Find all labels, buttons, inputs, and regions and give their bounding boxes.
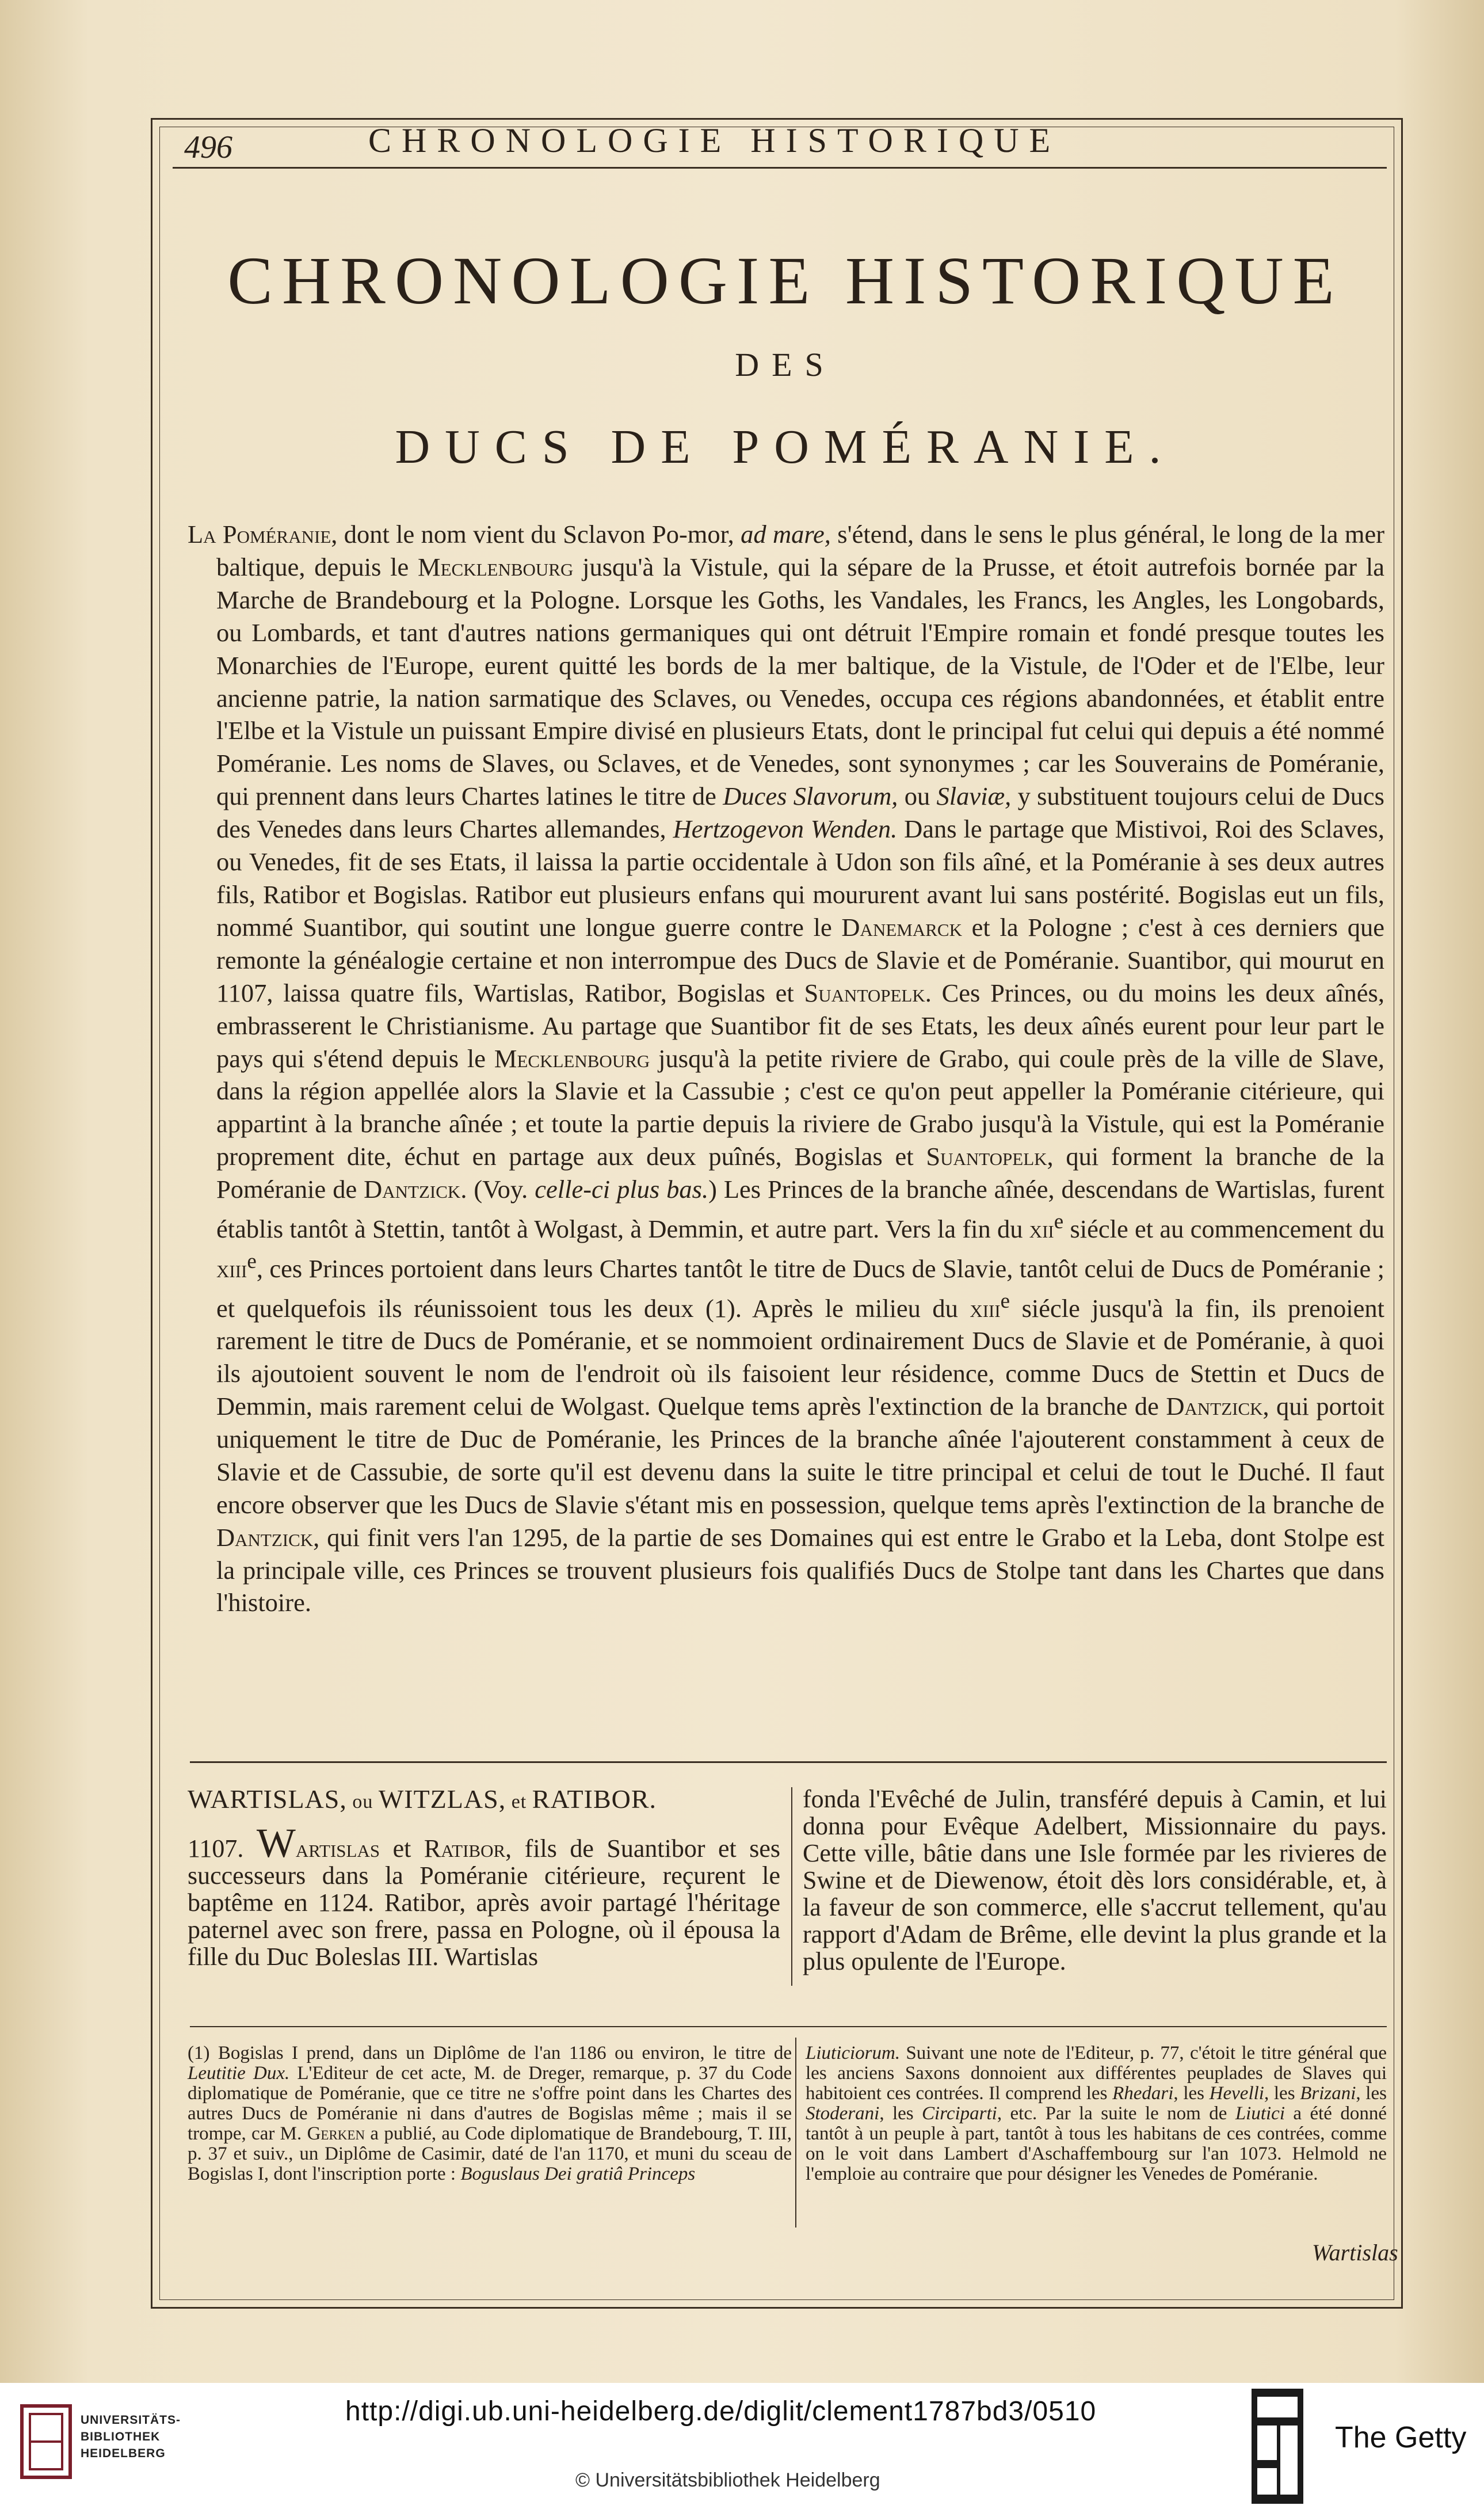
main-title: CHRONOLOGIE HISTORIQUE [227,243,1344,318]
text-run: , ces Princes portoient dans leurs Chartes tantôt le titre de Ducs de Slavie, tantôt celui de Ducs de Poméranie ; et quelquefois ils réunissoient tous les deux (1). Après le milieu du [216,1254,1384,1323]
footnote-divider [795,2038,796,2228]
text-run: ) Les Princes de la branche aînée, descendans de Wartislas, furent établis tantôt à Stettin, tantôt à Wolgast, à Demmin, et autre part. Vers la fin du [216,1175,1384,1243]
running-head [173,115,1375,167]
italic-run: Rhedari [1112,2083,1174,2104]
italic-run: Circiparti [922,2103,997,2124]
text-run: , qui portoit uniquement le titre de Duc de Poméranie, les Princes de la branche aînée l'ajouterent constamment à ceux de Slavie et de Cassubie, de sorte qu'il est devenu dans la suite le titre principal et celui de tout le Duché. Il faut encore observer que les Ducs de Slavie s'étant mis en possession, quelque tems après l'extinction de la branche de [216,1392,1384,1519]
viewer-footer [0,2383,1484,2513]
logo-line: UNIVERSITÄTS- [81,2413,181,2427]
section-left-column [188,1785,780,1970]
logo-text [81,2412,181,2462]
text-run: Suivant une note de l'Editeur, p. 77, c'étoit le titre général que les anciens Saxons donnoient aux différentes peuplades de Slaves qui habitoient ces contrées. Il comprend les [806,2043,1387,2104]
section-right-column: fonda l'Evêché de Julin, transféré depuis à Camin, et lui donna pour Evêque Adelbert, Missionnaire du pays. Cette ville, bâtie dans une Isle formée par les rivieres de Swine et de Diewenow, étoit dès lors considérable, et, à la faveur de son commerce, elle s'accrut tellement, qu'au rapport d'Adam de Brême, elle devint la plus grande et la plus opulente de l'Europe. [803,1785,1387,1975]
text-run: , dont le nom vient du Sclavon Po-mor, [331,520,741,549]
running-title: CHRONOLOGIE HISTORIQUE [368,121,1061,159]
smallcaps-run: Suantopelk [926,1142,1047,1171]
page-number: 496 [184,130,232,165]
century-numeral: xiii [216,1254,247,1283]
university-library-logo[interactable] [17,2401,190,2482]
text-run: , les [1264,2083,1300,2104]
text-run: jusqu'à la Vistule, qui la sépare de la Prusse, et étoit autrefois bornée par la Marche de Brandebourg et la Pologne. Lorsque les Goths, les Vandales, les Francs, les Angles, les Longobards, ou Lombards, et tant d'autres nations germaniques qui ont détruit l'Empire romain et fondé presque toutes les Monarchies de l'Europe, eurent quitté les bords de la mer baltique, de la Vistule, de l'Oder et de l'Elbe, leur ancienne patrie, la nation sarmatique des Sclaves, ou Venedes, occupa ces régions abandonnées, et établit entre l'Elbe et la Vistule un puissant Empire divisé en plusieurs Etats, dont le principal fut celui qui depuis a été nommé Poméranie. Les noms de Slaves, ou Sclaves, et de Venedes, sont synonymes ; car les Souverains de Poméranie, qui prennent dans leurs Chartes latines le titre de [216,552,1384,811]
seal-icon [17,2401,75,2482]
heading-part: et [506,1791,532,1813]
text-run: , qui forment la branche de la Poméranie de [216,1142,1384,1204]
smallcaps-run: Dantzick [364,1175,461,1204]
text-run: a publié, au Code diplomatique de Brandebourg, T. III, p. 37 et suiv., un Diplôme de Casimir, daté de l'an 1170, et muni du sceau de Bogislas I, dont l'inscription porte : [188,2123,792,2184]
getty-label[interactable]: The Getty [1335,2421,1467,2454]
text-run: y substituent toujours celui de Ducs des Venedes dans leurs Chartes allemandes, [216,782,1385,844]
heading-part: RATIBOR. [532,1784,657,1814]
superscript: e [1000,1289,1010,1313]
text-run: a été donné tantôt à un peuple à part, tantôt à tous les habitans de ces contrées, comme on le voit dans Lambert d'Aschaffembourg sur l'an 1073. Helmold ne l'emploie au contraire que pour désigner les Venedes de Poméranie. [806,2103,1387,2184]
smallcaps-run: artislas [295,1834,380,1863]
smallcaps-run: Gerken [307,2123,365,2144]
smallcaps-run: Ratibor [424,1834,506,1863]
italic-run: Hevelli [1209,2083,1264,2104]
italic-run: Liuticiorum. [806,2043,901,2063]
logo-line: BIBLIOTHEK [81,2430,161,2443]
text-run: . Ces Princes, ou du moins les deux aînés, embrasserent le Christianisme. Au partage que Suantibor fit de ses Etats, les deux aînés eurent pour leur part le pays qui s'étend depuis le [216,978,1384,1073]
superscript: e [1054,1210,1064,1234]
section-heading [188,1785,780,1815]
italic-run: Brizani [1300,2083,1356,2104]
text-run: , les [879,2103,922,2124]
footnote-rule [190,2026,1387,2027]
italic-run: Boguslaus Dei gratiâ Princeps [460,2164,696,2184]
year-entry-1107 [188,1820,780,1971]
intro-paragraph [188,518,1384,1619]
logo-line: HEIDELBERG [81,2447,166,2460]
header-rule [173,167,1387,169]
permalink-url[interactable]: http://digi.ub.uni-heidelberg.de/diglit/clement1787bd3/0510 [345,2396,1097,2427]
section-rule [190,1761,1387,1763]
text-run: Dans le partage que Mistivoi, Roi des Sclaves, ou Venedes, fit de ses Etats, il laissa la partie occidentale à Udon son fils aîné, et la Poméranie à ses deux autres fils, Ratibor et Bogislas. Ratibor eut plusieurs enfans qui moururent avant lui sans postérité. Bogislas eut un fils, nommé Suantibor, qui soutint une longue guerre contre le [216,814,1384,942]
smallcaps-run: Suantopelk [804,978,925,1007]
getty-logo-icon[interactable] [1252,2389,1303,2504]
text-run: . (Voy. [460,1175,535,1204]
text-run: et la Pologne ; c'est à ces derniers que remonte la généalogie certaine et non interrompue des Ducs de Slavie et de Poméranie. Suantibor, qui mourut en 1107, laissa quatre fils, Wartislas, Ratibor, Bogislas et [216,912,1384,1007]
text-run: (1) Bogislas I prend, dans un Diplôme de l'an 1186 ou environ, le titre de [188,2043,792,2063]
copyright-notice: © Universitätsbibliothek Heidelberg [575,2469,880,2491]
subtitle-des: DES [735,346,836,383]
smallcaps-run: Mecklenbourg [494,1044,650,1073]
century-numeral: xii [1029,1214,1054,1243]
text-run: siécle jusqu'à la fin, ils prenoient rarement le titre de Ducs de Poméranie, et se nommoient ordinairement Ducs de Slavie et de Poméranie, à quoi ils ajoutoient souvent le nom de l'endroit où ils faisoient leur résidence, comme Ducs de Stettin et Ducs de Demmin, mais rarement celui de Wolgast. Quelque tems après l'extinction de la branche de [216,1293,1385,1421]
superscript: e [247,1249,257,1273]
italic-run: celle-ci plus bas. [535,1175,709,1204]
italic-run: ad mare, [741,520,831,549]
italic-run: Leutitie Dux. [188,2063,290,2084]
text-run: s'étend, dans le sens le plus général, le long de la mer baltique, depuis le [216,520,1385,581]
text-run: , fils de Suantibor et ses successeurs dans la Poméranie citérieure, reçurent le baptême en 1124. Ratibor, après avoir partagé l'héritage paternel avec son frere, passa en Pologne, où il épousa la fille du Duc Boleslas III. Wartislas [188,1834,780,1971]
text-run: , les [1173,2083,1210,2104]
text-run: , les [1356,2083,1387,2104]
heading-part: WITZLAS, [378,1784,506,1814]
smallcaps-run: Danemarck [841,912,962,942]
lead-word: La Poméranie [188,520,331,549]
italic-run: Duces Slavorum, [723,782,898,811]
italic-run: Slaviæ, [936,782,1012,811]
footnote-left [188,2043,792,2184]
italic-run: Hertzogevon Wenden. [673,814,898,844]
footnote-right [806,2043,1387,2184]
italic-run: Liutici [1235,2103,1285,2124]
century-numeral: xiii [970,1293,1001,1323]
text-run: jusqu'à la petite riviere de Grabo, qui coule près de la ville de Slave, dans la région appellée alors la Slavie et la Cassubie ; c'est ce qu'on peut appeller la Poméranie citérieure, qui appartint à la branche aînée ; et toute la partie depuis la riviere de Grabo jusqu'à la Vistule, qui est la Poméranie proprement dite, échut en partage aux deux puînés, Bogislas et [216,1044,1384,1171]
drop-letter: W [256,1820,296,1866]
text-run: L'Editeur de cet acte, M. de Dreger, remarque, p. 37 du Code diplomatique de Poméranie, que ce titre ne s'offre point dans les Chartes des autres Ducs de Poméranie ni dans d'autres de Bogislas même ; mais il se trompe, car M. [188,2063,792,2144]
text-run: et [380,1834,424,1863]
text-run: siécle et au commencement du [1063,1214,1385,1243]
text-run: , qui finit vers l'an 1295, de la partie de ses Domaines qui est entre le Grabo et la Leba, dont Stolpe est la principale ville, ces Princes se trouvent plusieurs fois qualifiés Ducs de Stolpe tant dans les Chartes que dans l'histoire. [216,1522,1384,1617]
text-run: , etc. Par la suite le nom de [997,2103,1235,2124]
text-run: ou [898,782,937,811]
italic-run: Stoderani [806,2103,880,2124]
year-label: 1107. [188,1834,244,1863]
heading-part: ou [346,1791,379,1813]
smallcaps-run: Dantzick [216,1522,314,1552]
smallcaps-run: Dantzick [1166,1392,1263,1421]
heading-part: WARTISLAS, [188,1784,347,1814]
smallcaps-run: Mecklenbourg [418,552,574,581]
subtitle-ducs: DUCS DE POMÉRANIE. [395,420,1176,474]
column-divider [791,1787,792,1986]
catchword: Wartislas [1312,2240,1398,2265]
